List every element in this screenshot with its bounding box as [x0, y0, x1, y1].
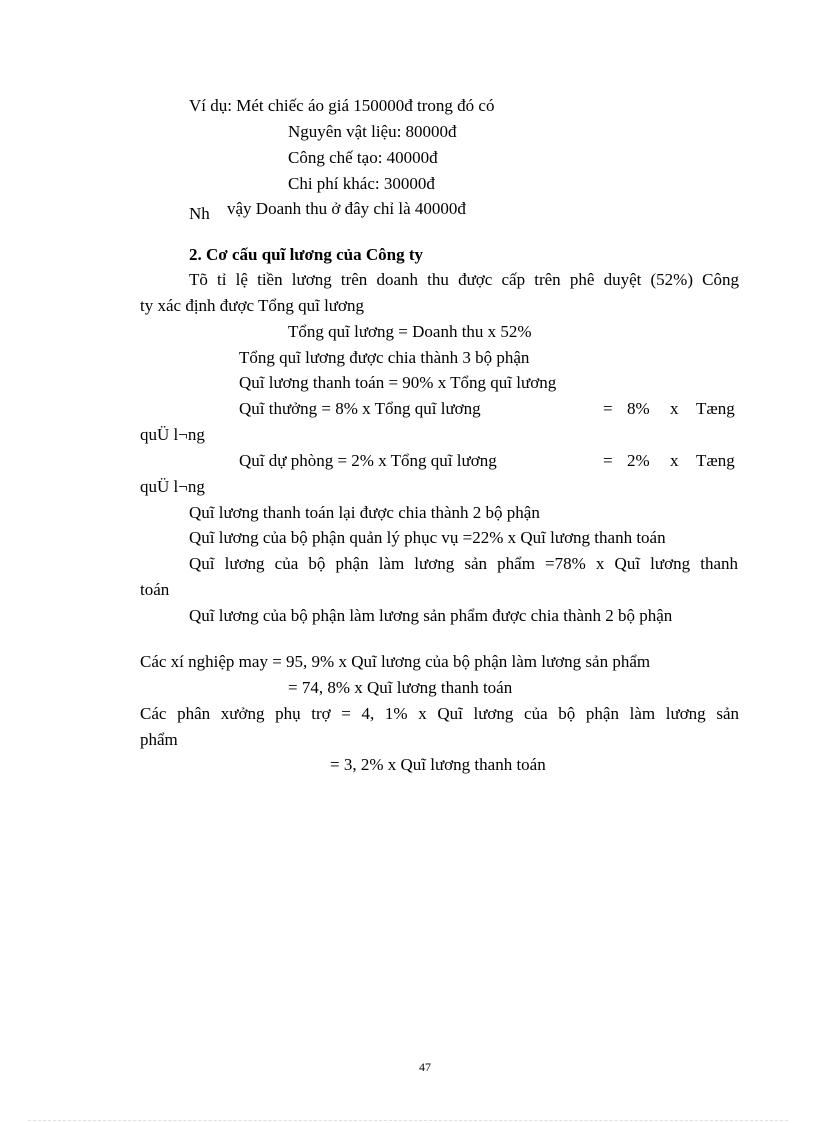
example-conclusion-prefix: Nh: [189, 204, 210, 223]
page-bottom-divider: [28, 1120, 788, 1121]
reserve-fund-pct: 2%: [627, 451, 650, 470]
product-fund-line2: toán: [140, 580, 170, 599]
bonus-fund-x: x: [670, 399, 679, 418]
bonus-fund-pct: 8%: [627, 399, 650, 418]
section-heading: 2. Cơ cấu quĩ lương của Công ty: [189, 245, 424, 264]
reserve-fund-x: x: [670, 451, 679, 470]
product-split: Quĩ lương của bộ phận làm lương sản phẩm được chia thành 2 bộ phận: [189, 606, 673, 625]
product-fund-line1: Quĩ lương của bộ phận làm lương sản phẩm =78% x Quĩ lương thanh: [189, 554, 738, 573]
reserve-fund-word: Tæng: [696, 451, 735, 470]
example-labor: Công chế tạo: 40000đ: [288, 148, 438, 167]
formula-total: Tổng quĩ lương = Doanh thu x 52%: [288, 322, 532, 341]
bonus-fund-label: Quĩ thưởng = 8% x Tổng quĩ lương: [239, 399, 481, 418]
example-material: Nguyên vật liệu: 80000đ: [288, 122, 457, 141]
aux-line1: Các phân xưởng phụ trợ = 4, 1% x Quĩ lương của bộ phận làm lương sản: [140, 704, 739, 723]
example-other: Chi phí khác: 30000đ: [288, 174, 435, 193]
reserve-fund-label: Quĩ dự phòng = 2% x Tổng quĩ lương: [239, 451, 497, 470]
payment-fund: Quĩ lương thanh toán = 90% x Tổng quĩ lương: [239, 373, 557, 392]
factories-line1: Các xí nghiệp may = 95, 9% x Quĩ lương của bộ phận làm lương sản phẩm: [140, 652, 651, 671]
page-number: 47: [419, 1060, 431, 1074]
bonus-fund-word: Tæng: [696, 399, 735, 418]
reserve-fund-eq: =: [603, 451, 613, 470]
bonus-fund-eq: =: [603, 399, 613, 418]
example-conclusion: vậy Doanh thu ở đây chỉ là 40000đ: [227, 199, 466, 218]
para1-line2: ty xác định được Tổng quĩ lương: [140, 296, 365, 315]
aux-line3: = 3, 2% x Quĩ lương thanh toán: [330, 755, 546, 774]
reserve-fund-cont: quÜ l¬ng: [140, 477, 205, 496]
mgmt-fund: Quĩ lương của bộ phận quản lý phục vụ =22% x Quĩ lương thanh toán: [189, 528, 666, 547]
para1-line1: Tõ tỉ lệ tiền lương trên doanh thu được cấp trên phê duyệt (52%) Công: [189, 270, 739, 289]
split-intro: Tổng quĩ lương được chia thành 3 bộ phận: [239, 348, 530, 367]
aux-line2: phẩm: [140, 730, 178, 749]
example-intro: Ví dụ: Mét chiếc áo giá 150000đ trong đó có: [189, 96, 495, 115]
payment-split: Quĩ lương thanh toán lại được chia thành 2 bộ phận: [189, 503, 540, 522]
factories-line2: = 74, 8% x Quĩ lương thanh toán: [288, 678, 513, 697]
bonus-fund-cont: quÜ l¬ng: [140, 425, 205, 444]
